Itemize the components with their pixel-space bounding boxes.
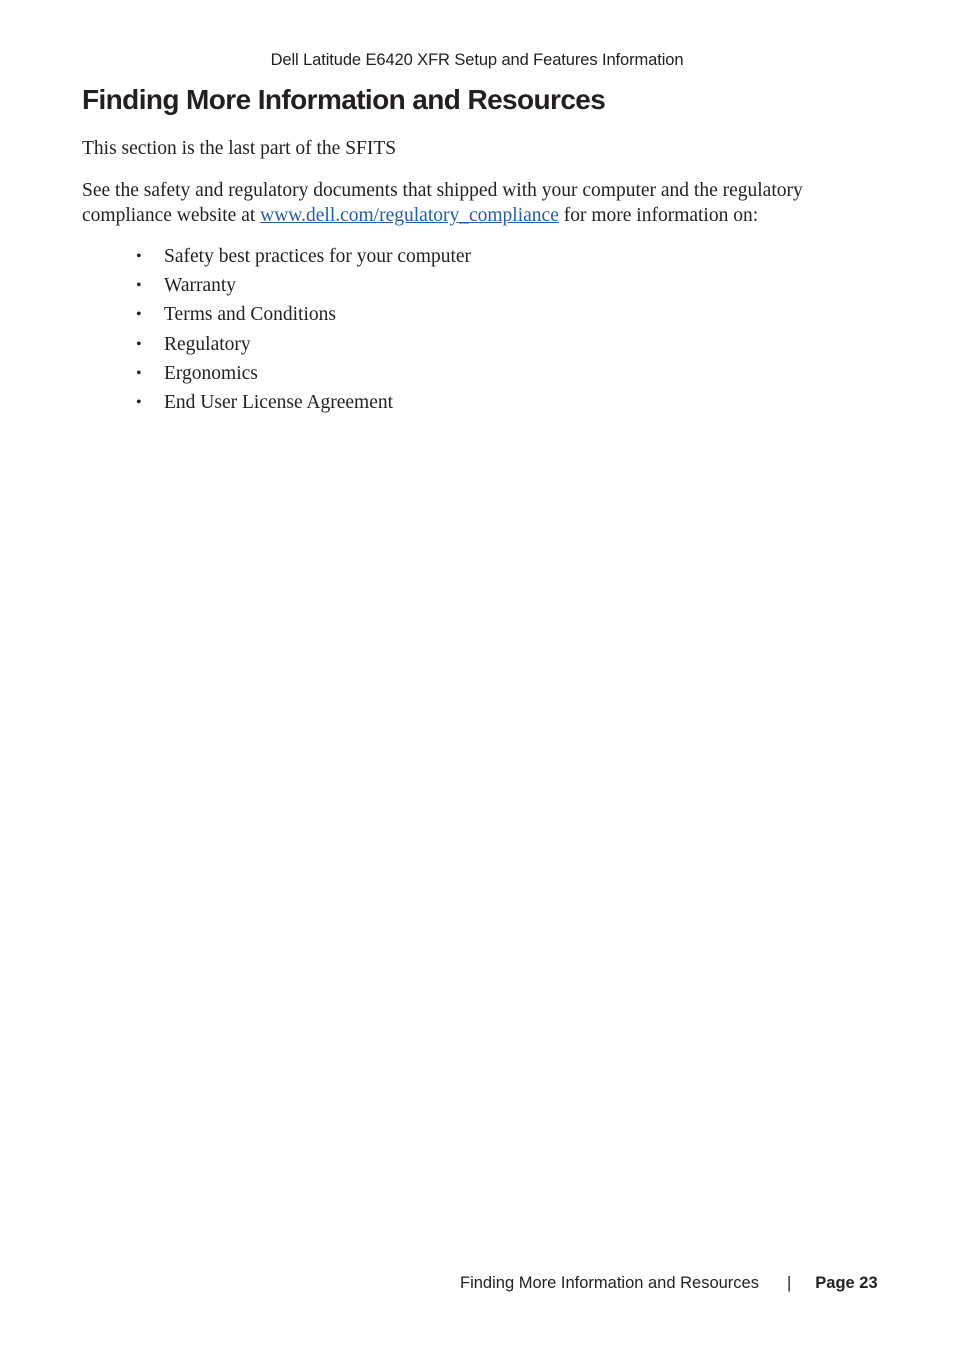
list-item — [82, 271, 471, 300]
list-item — [82, 330, 471, 359]
bullet-icon: • — [136, 393, 142, 411]
list-item-text: Safety best practices for your computer — [164, 246, 472, 267]
list-item — [82, 359, 471, 388]
paragraph-text-after-link: for more information on: — [558, 205, 759, 226]
list-item-text: Regulatory — [164, 333, 251, 355]
list-item — [82, 242, 471, 271]
page-number: Page 23 — [815, 1274, 878, 1292]
page-footer — [460, 1274, 878, 1293]
bullet-icon: • — [136, 364, 142, 382]
topic-list — [82, 242, 471, 417]
list-item — [82, 388, 471, 417]
list-item-text: End User License Agreement — [164, 391, 394, 413]
list-item-text: Warranty — [164, 275, 237, 297]
running-header: Dell Latitude E6420 XFR Setup and Features Information — [270, 51, 684, 69]
footer-separator: | — [786, 1274, 792, 1292]
bullet-icon: • — [136, 277, 142, 295]
page-title: Finding More Information and Resources — [82, 84, 606, 115]
regulatory-compliance-link[interactable]: www.dell.com/regulatory_compliance — [260, 205, 559, 226]
list-item-text: Ergonomics — [164, 362, 258, 384]
list-item — [82, 300, 471, 329]
paragraph-text-before-link: See the safety and regulatory documents that shipped with your computer and the regulatory compliance website at — [82, 180, 803, 226]
regulatory-paragraph — [82, 178, 872, 228]
intro-paragraph: This section is the last part of the SFITS — [82, 138, 397, 159]
bullet-icon: • — [136, 335, 142, 353]
bullet-icon: • — [136, 248, 142, 265]
footer-section-name: Finding More Information and Resources — [460, 1274, 759, 1292]
bullet-icon: • — [136, 306, 142, 324]
list-item-text: Terms and Conditions — [164, 304, 336, 326]
